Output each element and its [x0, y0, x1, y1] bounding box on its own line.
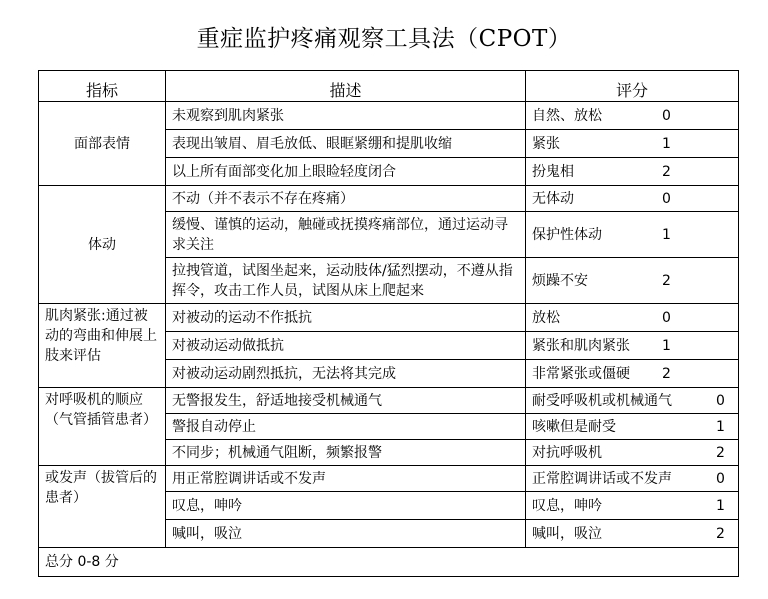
header-score: 评分	[526, 71, 739, 102]
total-row	[39, 548, 739, 577]
score-value: 1	[716, 497, 725, 514]
description-cell: 对被动的运动不作抵抗	[166, 304, 526, 332]
table-row	[39, 102, 739, 130]
score-value: 0	[662, 107, 671, 124]
description-cell: 对被动运动做抵抗	[166, 332, 526, 360]
description-cell: 无警报发生，舒适地接受机械通气	[166, 388, 526, 414]
score-value: 1	[716, 418, 725, 435]
score-label: 非常紧张或僵硬	[532, 365, 630, 382]
score-value: 2	[716, 525, 725, 542]
description-cell: 拉拽管道，试图坐起来，运动肢体/猛烈摆动，不遵从指挥令，攻击工作人员，试图从床上爬起来	[166, 258, 526, 304]
indicator-body-movement: 体动	[39, 186, 166, 304]
header-indicator: 指标	[39, 71, 166, 102]
score-value: 2	[662, 365, 671, 382]
score-label: 无体动	[532, 190, 574, 207]
score-value: 2	[716, 444, 725, 461]
score-cell	[526, 440, 739, 466]
score-value: 0	[716, 470, 725, 487]
score-label: 紧张和肌肉紧张	[532, 337, 630, 354]
score-value: 0	[662, 309, 671, 326]
score-value: 1	[662, 135, 671, 152]
score-label: 喊叫，吸泣	[532, 525, 602, 542]
indicator-facial: 面部表情	[39, 102, 166, 186]
score-cell	[526, 130, 739, 158]
score-label: 叹息，呻吟	[532, 497, 602, 514]
score-value: 0	[716, 392, 725, 409]
indicator-muscle-tension: 肌肉紧张:通过被动的弯曲和伸展上肢来评估	[39, 304, 166, 388]
description-cell: 对被动运动剧烈抵抗，无法将其完成	[166, 360, 526, 388]
score-label: 耐受呼吸机或机械通气	[532, 392, 672, 409]
score-cell	[526, 258, 739, 304]
score-cell	[526, 492, 739, 520]
score-cell	[526, 414, 739, 440]
score-label: 扮鬼相	[532, 163, 574, 180]
description-cell: 未观察到肌肉紧张	[166, 102, 526, 130]
score-label: 对抗呼吸机	[532, 444, 602, 461]
description-cell: 不同步；机械通气阻断，频繁报警	[166, 440, 526, 466]
score-value: 0	[662, 190, 671, 207]
score-cell	[526, 360, 739, 388]
description-cell: 用正常腔调讲话或不发声	[166, 466, 526, 492]
table-row	[39, 304, 739, 332]
table-row	[39, 466, 739, 492]
score-cell	[526, 186, 739, 212]
indicator-vocalization: 或发声（拔管后的患者）	[39, 466, 166, 548]
description-cell: 缓慢、谨慎的运动，触碰或抚摸疼痛部位，通过运动寻求关注	[166, 212, 526, 258]
score-label: 保护性体动	[532, 226, 602, 243]
cpot-table	[38, 70, 739, 577]
score-value: 1	[662, 337, 671, 354]
score-value: 2	[662, 163, 671, 180]
score-cell	[526, 158, 739, 186]
score-value: 1	[662, 226, 671, 243]
score-cell	[526, 212, 739, 258]
page-title: 重症监护疼痛观察工具法（CPOT）	[196, 26, 572, 52]
description-cell: 以上所有面部变化加上眼睑轻度闭合	[166, 158, 526, 186]
table-row	[39, 186, 739, 212]
score-label: 紧张	[532, 135, 560, 152]
score-cell	[526, 102, 739, 130]
score-label: 烦躁不安	[532, 272, 588, 289]
description-cell: 不动（并不表示不存在疼痛）	[166, 186, 526, 212]
description-cell: 喊叫，吸泣	[166, 520, 526, 548]
score-label: 自然、放松	[532, 107, 602, 124]
score-cell	[526, 520, 739, 548]
score-label: 放松	[532, 309, 560, 326]
description-cell: 表现出皱眉、眉毛放低、眼眶紧绷和提肌收缩	[166, 130, 526, 158]
score-value: 2	[662, 272, 671, 289]
description-cell: 叹息，呻吟	[166, 492, 526, 520]
header-description: 描述	[166, 71, 526, 102]
score-cell	[526, 466, 739, 492]
score-cell	[526, 388, 739, 414]
table-row	[39, 388, 739, 414]
indicator-ventilator: 对呼吸机的顺应（气管插管患者）	[39, 388, 166, 466]
score-cell	[526, 304, 739, 332]
score-label: 咳嗽但是耐受	[532, 418, 616, 435]
score-cell	[526, 332, 739, 360]
total-score: 总分 0-8 分	[39, 548, 739, 577]
description-cell: 警报自动停止	[166, 414, 526, 440]
score-label: 正常腔调讲话或不发声	[532, 470, 672, 487]
header-row	[39, 71, 739, 102]
